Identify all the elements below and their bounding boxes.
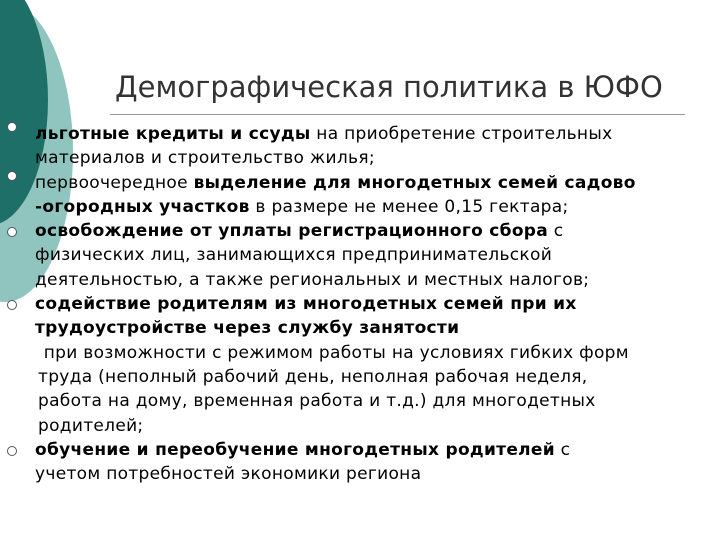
plain-text: родителей; — [38, 415, 144, 436]
list-item-line — [35, 268, 720, 292]
plain-text: деятельностью, а также региональных и местных налогов; — [35, 269, 590, 290]
bullet-circle-icon — [7, 300, 17, 310]
list-item-line — [35, 292, 720, 316]
plain-text: с — [548, 221, 564, 242]
list-item-line — [35, 171, 720, 195]
bold-text: обучение и переобучение многодетных родителей — [35, 439, 555, 460]
list-item-line — [38, 365, 720, 389]
bold-text: -огородных участков — [35, 196, 250, 217]
bold-text: трудоустройстве через службу занятости — [35, 318, 460, 339]
plain-text: на приобретение строительных — [310, 124, 613, 144]
plain-text: при возможности с режимом работы на условиях гибких форм — [38, 342, 629, 363]
list-item-line — [35, 195, 720, 219]
bullet-circle-icon — [7, 171, 17, 181]
bullet-list — [0, 122, 720, 486]
plain-text: первоочередное — [35, 172, 194, 193]
bullet-circle-icon — [7, 122, 17, 132]
list-item — [0, 122, 720, 171]
slide-title: Демографическая политика в ЮФО — [115, 70, 663, 104]
plain-text: работа на дому, временная работа и т.д.) для многодетных — [38, 391, 596, 412]
plain-text: учетом потребностей экономики региона — [35, 464, 422, 485]
title-divider — [110, 114, 685, 115]
list-item — [0, 438, 720, 487]
bold-text: освобождение от уплаты регистрационного сбора — [35, 221, 549, 242]
plain-text: труда (неполный рабочий день, неполная рабочая неделя, — [38, 366, 588, 387]
list-item-line — [35, 438, 720, 462]
bold-text: выделение для многодетных семей садово — [193, 172, 636, 193]
list-item — [0, 171, 720, 220]
bullet-circle-icon — [7, 227, 17, 237]
list-item-continuation — [0, 341, 720, 438]
plain-text: материалов и строительство жилья; — [35, 148, 375, 169]
list-item — [0, 219, 720, 292]
list-item-line — [35, 316, 720, 340]
list-item-line — [35, 219, 720, 243]
list-item-line — [35, 243, 720, 267]
plain-text: с — [554, 439, 571, 460]
bold-text: льготные кредиты и ссуды — [35, 124, 311, 144]
list-item-line — [35, 122, 720, 146]
list-item-line — [35, 462, 720, 486]
bullet-circle-icon — [7, 446, 17, 456]
list-item-line — [38, 414, 720, 438]
plain-text: физических лиц, занимающихся предпринимательской — [35, 245, 553, 266]
list-item-line — [38, 341, 720, 365]
plain-text: в размере не менее 0,15 гектара; — [249, 196, 569, 217]
list-item-line — [35, 146, 720, 170]
list-item — [0, 292, 720, 341]
list-item-line — [38, 389, 720, 413]
bold-text: содействие родителям из многодетных семей при их — [35, 294, 577, 315]
